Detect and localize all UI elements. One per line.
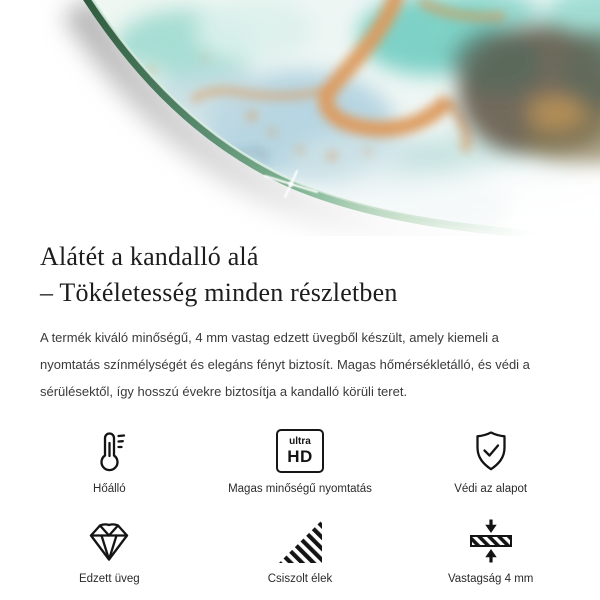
feature-label: Vastagság 4 mm <box>447 573 534 585</box>
shield-check-icon <box>469 427 513 475</box>
title-line-1: Alátét a kandalló alá <box>40 242 259 271</box>
feature-protects-base <box>395 427 586 495</box>
feature-label: Edzett üveg <box>78 573 140 585</box>
feature-label: Védi az alapot <box>454 483 528 495</box>
feature-label: Magas minőségű nyomtatás <box>228 483 372 495</box>
features-grid <box>14 427 586 585</box>
glass-mat-image <box>0 0 600 236</box>
feature-tempered-glass <box>14 517 205 585</box>
thickness-icon <box>468 517 514 565</box>
feature-label: Csiszolt élek <box>267 573 333 585</box>
ultra-hd-icon <box>276 427 324 475</box>
feature-high-quality-print <box>205 427 396 495</box>
ultra-hd-badge-main: HD <box>287 447 313 466</box>
diamond-icon <box>87 517 131 565</box>
feature-polished-edges <box>205 517 396 585</box>
title-line-2: – Tökéletesség minden részletben <box>40 278 398 307</box>
thermometer-icon <box>87 427 131 475</box>
feature-label: Hőálló <box>93 483 126 495</box>
polished-edges-icon <box>277 517 323 565</box>
ultra-hd-badge-top: ultra <box>289 436 311 447</box>
feature-thickness-4mm <box>395 517 586 585</box>
page-title <box>40 239 560 311</box>
product-photo <box>0 0 600 236</box>
product-description: A termék kiváló minőségű, 4 mm vastag edzett üvegből készült, amely kiemeli a nyomtatás színmélységét és elegáns fényt biztosít. Magas hőmérsékletálló, és védi a sérülésektől, így hosszú évekre biztosítja a kandalló körüli teret. <box>40 330 530 399</box>
feature-heat-resistant <box>14 427 205 495</box>
